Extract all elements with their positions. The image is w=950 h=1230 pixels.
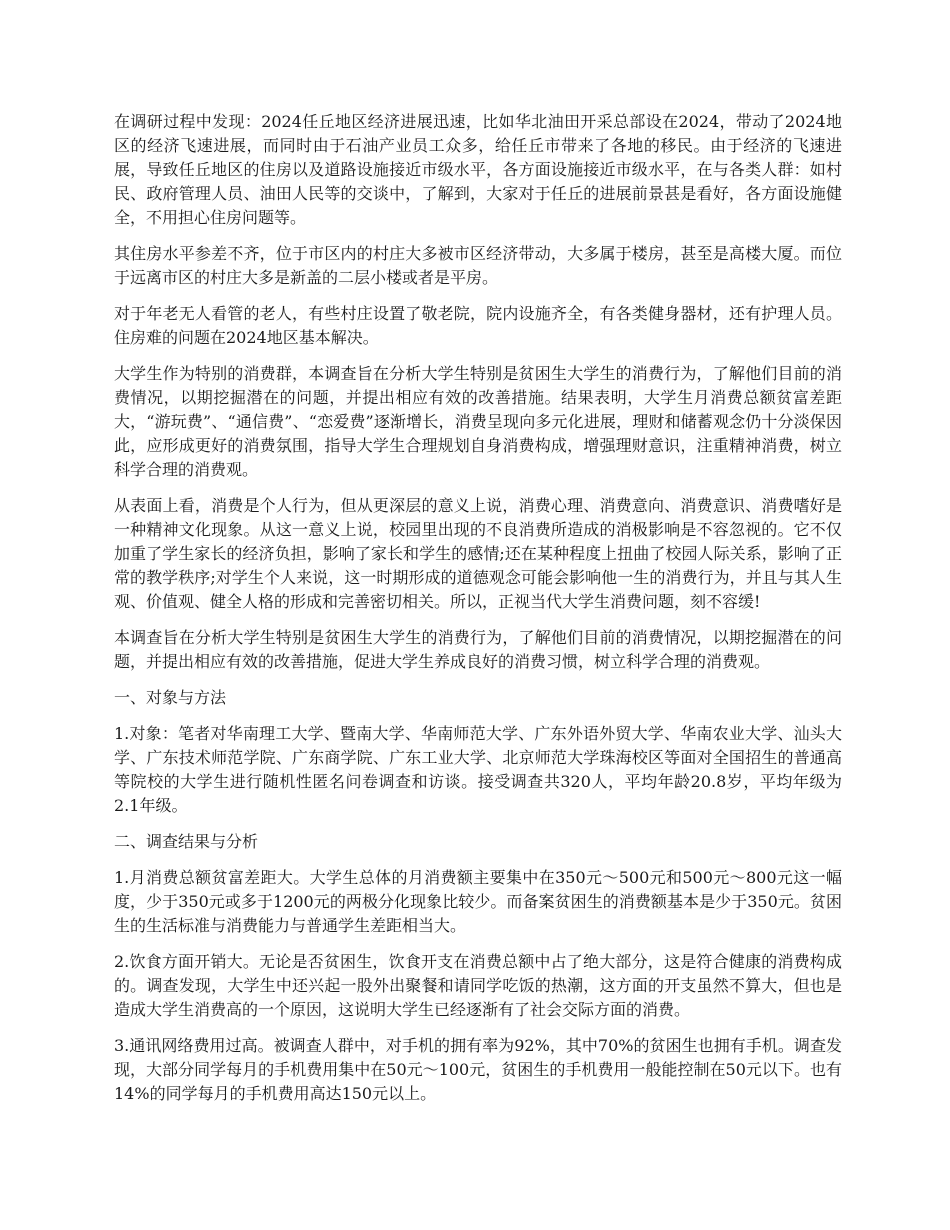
- paragraph-survey-purpose: 本调查旨在分析大学生特别是贫困生大学生的消费行为，了解他们目前的消费情况，以期挖掘潜在的问题，并提出相应有效的改善措施，促进大学生养成良好的消费习惯，树立科学合理的消费观。: [114, 628, 842, 671]
- paragraph-monthly-consumption: 1.月消费总额贫富差距大。大学生总体的月消费额主要集中在350元～500元和500元～800元这一幅度，少于350元或多于1200元的两极分化现象比较少。而备案贫困生的消费额基本是少于350元。贫困生的生活标准与消费能力与普通学生差距相当大。: [114, 868, 842, 935]
- document-body: [114, 110, 842, 1118]
- paragraph-elderly-care: 对于年老无人看管的老人，有些村庄设置了敬老院，院内设施齐全，有各类健身器材，还有护理人员。住房难的问题在2024地区基本解决。: [114, 304, 842, 347]
- paragraph-abstract: 大学生作为特别的消费群，本调查旨在分析大学生特别是贫困生大学生的消费行为，了解他们目前的消费情况，以期挖掘潜在的问题，并提出相应有效的改善措施。结果表明，大学生月消费总额贫富差距大，“游玩费”、“通信费”、“恋爱费”逐渐增长，消费呈现向多元化进展，理财和储蓄观念仍十分淡保因此，应形成更好的消费氛围，指导大学生合理规划自身消费构成，增强理财意识，注重精神消费，树立科学合理的消费观。: [114, 364, 842, 479]
- paragraph-housing-level: 其住房水平参差不齐，位于市区内的村庄大多被市区经济带动，大多属于楼房，甚至是高楼大厦。而位于远离市区的村庄大多是新盖的二层小楼或者是平房。: [114, 244, 842, 287]
- section-heading-results-analysis: 二、调查结果与分析: [114, 832, 259, 851]
- paragraph-consumption-significance: 从表面上看，消费是个人行为，但从更深层的意义上说，消费心理、消费意向、消费意识、消费嗜好是一种精神文化现象。从这一意义上说，校园里出现的不良消费所造成的消极影响是不容忽视的。它不仅加重了学生家长的经济负担，影响了家长和学生的感情;还在某种程度上扭曲了校园人际关系，影响了正常的教学秩序;对学生个人来说，这一时期形成的道德观念可能会影响他一生的消费行为，并且与其人生观、价值观、健全人格的形成和完善密切相关。所以，正视当代大学生消费问题，刻不容缓!: [114, 496, 842, 611]
- paragraph-food-expenses: 2.饮食方面开销大。无论是否贫困生，饮食开支在消费总额中占了绝大部分，这是符合健康的消费构成的。调查发现，大学生中还兴起一股外出聚餐和请同学吃饭的热潮，这方面的开支虽然不算大，但也是造成大学生消费高的一个原因，这说明大学生已经逐渐有了社会交际方面的消费。: [114, 952, 842, 1019]
- section-heading-subjects-methods: 一、对象与方法: [114, 688, 227, 707]
- paragraph-research-findings: 在调研过程中发现：2024任丘地区经济进展迅速，比如华北油田开采总部设在2024，带动了2024地区的经济飞速进展，而同时由于石油产业员工众多，给任丘市带来了各地的移民。由于经济的飞速进展，导致任丘地区的住房以及道路设施接近市级水平，各方面设施接近市级水平，在与各类人群：如村民、政府管理人员、油田人民等的交谈中，了解到，大家对于任丘的进展前景甚是看好，各方面设施健全，不用担心住房问题等。: [114, 112, 842, 227]
- paragraph-subjects: 1.对象：笔者对华南理工大学、暨南大学、华南师范大学、广东外语外贸大学、华南农业大学、汕头大学、广东技术师范学院、广东商学院、广东工业大学、北京师范大学珠海校区等面对全国招生的普通高等院校的大学生进行随机性匿名问卷调查和访谈。接受调查共320人，平均年龄20.8岁，平均年级为2.1年级。: [114, 724, 842, 815]
- paragraph-communication-costs: 3.通讯网络费用过高。被调查人群中，对手机的拥有率为92%，其中70%的贫困生也拥有手机。调查发现，大部分同学每月的手机费用集中在50元～100元，贫困生的手机费用一般能控制在50元以下。也有14%的同学每月的手机费用高达150元以上。: [114, 1036, 842, 1103]
